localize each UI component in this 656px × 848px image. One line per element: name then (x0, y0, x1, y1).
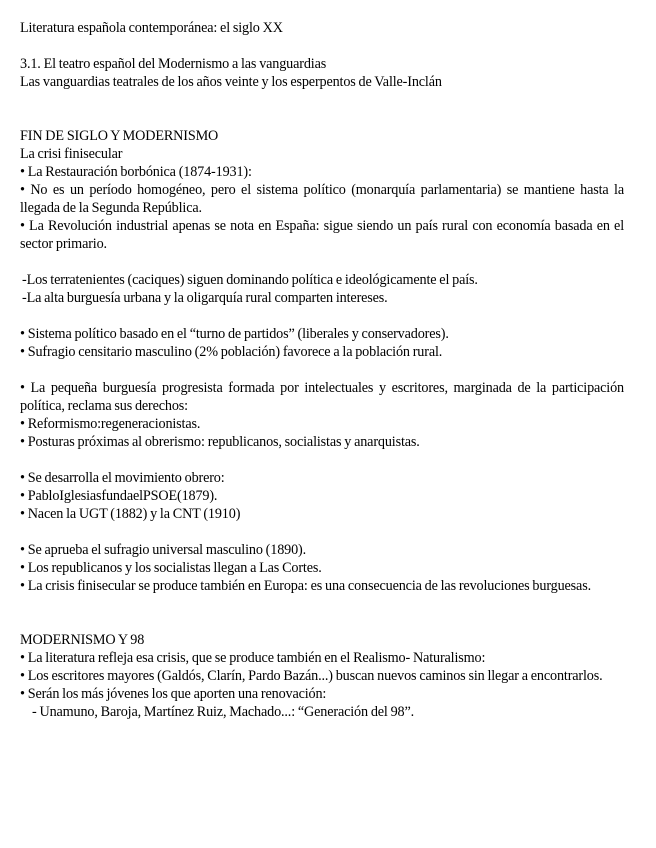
part1-heading: FIN DE SIGLO Y MODERNISMO (20, 128, 219, 144)
section-subtitle: Las vanguardias teatrales de los años veinte y los esperpentos de Valle-Inclán (20, 74, 442, 90)
spacer (20, 37, 624, 55)
list-item: -La alta burguesía urbana y la oligarquía rural comparten intereses. (22, 290, 388, 306)
section-heading: 3.1. El teatro español del Modernismo a las vanguardias (20, 56, 327, 72)
list-item: • La Revolución industrial apenas se nota en España: sigue siendo un país rural con economía basada en el sector primario. (20, 218, 624, 252)
document-title: Literatura española contemporánea: el siglo XX (20, 20, 283, 36)
list-item: • Se desarrolla el movimiento obrero: (20, 470, 225, 486)
spacer (20, 523, 624, 541)
spacer (20, 595, 624, 613)
list-item: • La Restauración borbónica (1874-1931): (20, 164, 252, 180)
list-item: • Los escritores mayores (Galdós, Clarín, Pardo Bazán...) buscan nuevos caminos sin llegar a encontrarlos. (20, 668, 603, 684)
spacer (20, 613, 624, 631)
spacer (20, 451, 624, 469)
list-item: • Nacen la UGT (1882) y la CNT (1910) (20, 506, 241, 522)
list-item: • No es un período homogéneo, pero el sistema político (monarquía parlamentaria) se mantiene hasta la llegada de la Segunda República. (20, 182, 624, 216)
document-page (20, 19, 624, 721)
spacer (20, 253, 624, 271)
list-item: - Unamuno, Baroja, Martínez Ruiz, Machado...: “Generación del 98”. (32, 704, 415, 720)
list-item: • La crisis finisecular se produce también en Europa: es una consecuencia de las revoluciones burguesas. (20, 578, 591, 594)
list-item: • Serán los más jóvenes los que aporten una renovación: (20, 686, 327, 702)
list-item: • La pequeña burguesía progresista formada por intelectuales y escritores, marginada de la participación política, reclama sus derechos: (20, 380, 624, 414)
spacer (20, 91, 624, 109)
list-item: -Los terratenientes (caciques) siguen dominando política e ideológicamente el país. (22, 272, 478, 288)
part2-heading: MODERNISMO Y 98 (20, 632, 145, 648)
spacer (20, 361, 624, 379)
list-item: • Se aprueba el sufragio universal masculino (1890). (20, 542, 307, 558)
list-item: • La literatura refleja esa crisis, que se produce también en el Realismo- Naturalismo: (20, 650, 486, 666)
part1-subheading: La crisi finisecular (20, 146, 123, 162)
list-item: • PabloIglesiasfundaelPSOE(1879). (20, 488, 218, 504)
list-item: • Reformismo:regeneracionistas. (20, 416, 201, 432)
list-item: • Sistema político basado en el “turno de partidos” (liberales y conservadores). (20, 326, 449, 342)
spacer (20, 307, 624, 325)
list-item: • Los republicanos y los socialistas llegan a Las Cortes. (20, 560, 322, 576)
list-item: • Posturas próximas al obrerismo: republicanos, socialistas y anarquistas. (20, 434, 420, 450)
spacer (20, 109, 624, 127)
list-item: • Sufragio censitario masculino (2% población) favorece a la población rural. (20, 344, 443, 360)
